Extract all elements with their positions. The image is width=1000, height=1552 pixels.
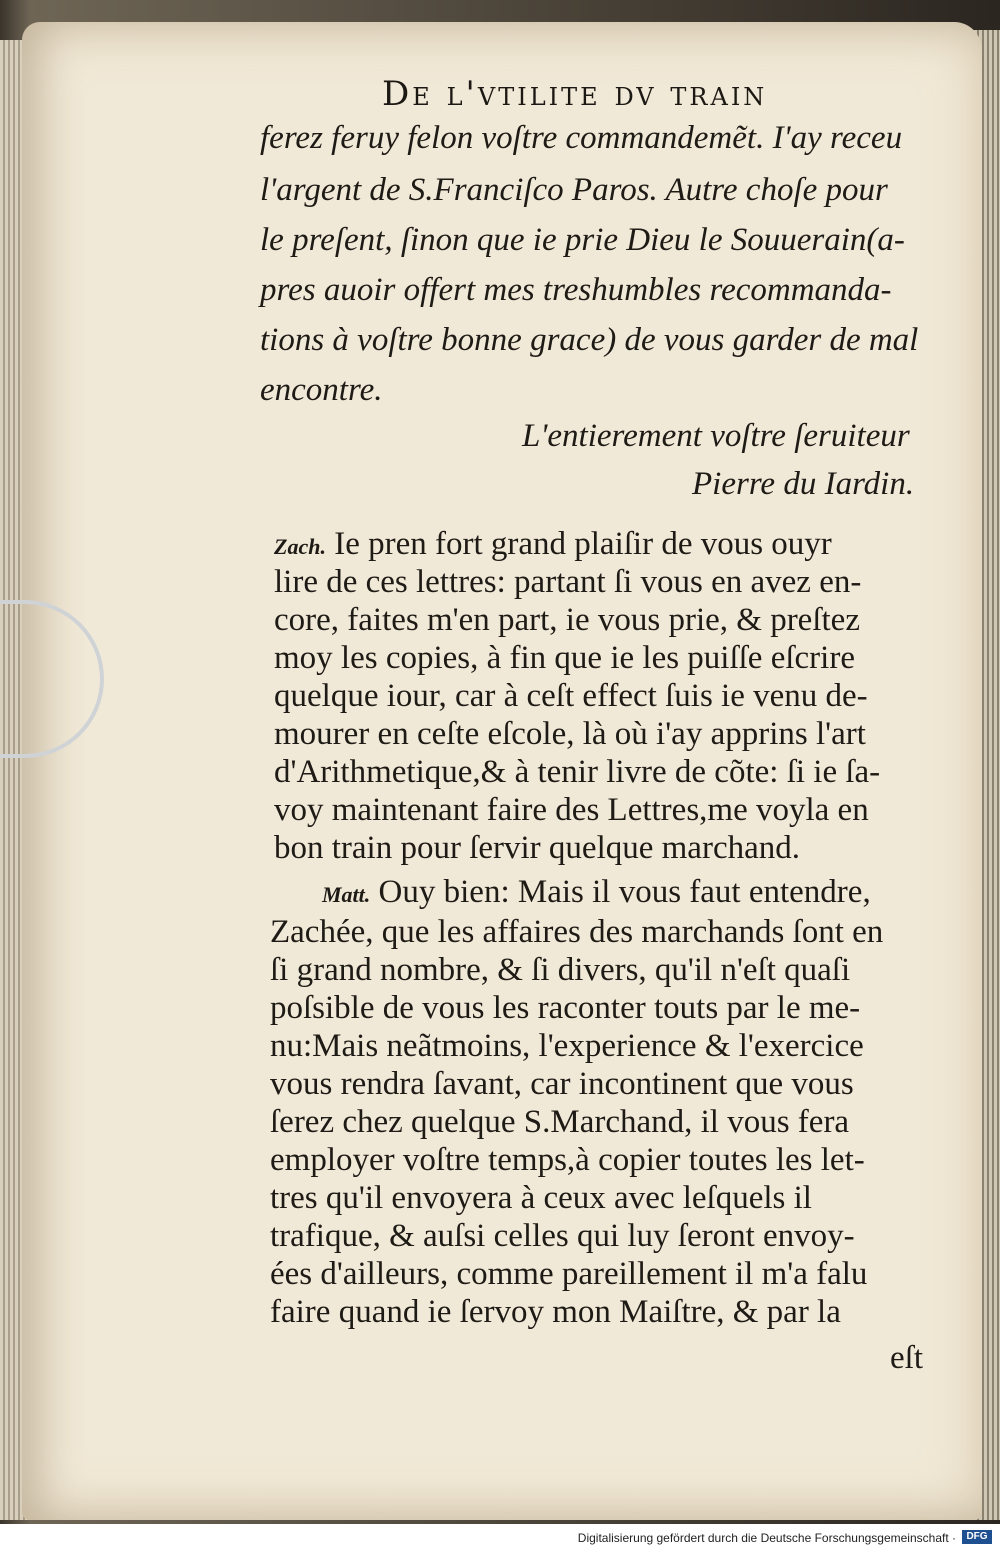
dialogue-line: Matt. Ouy bien: Mais il vous faut entendre, — [322, 874, 871, 910]
letter-signature: Pierre du Iardin. — [692, 466, 915, 502]
dialogue-line: faire quand ie ſervoy mon Maiſtre, & par la — [270, 1294, 841, 1330]
dialogue-line: employer voſtre temps,à copier toutes les let- — [270, 1142, 865, 1178]
dialogue-line: poſsible de vous les raconter touts par le me- — [270, 990, 861, 1026]
speaker-label: Matt. — [322, 882, 371, 907]
dialogue-line: d'Arithmetique,& à tenir livre de cõte: ſi ie ſa- — [274, 754, 881, 790]
dialogue-line: nu:Mais neãtmoins, l'experience & l'exercice — [270, 1028, 864, 1064]
dialogue-line: mourer en ceſte eſcole, là où i'ay apprins l'art — [274, 716, 866, 752]
letter-line: ferez feruy felon voſtre commandemẽt. I'ay receu — [260, 120, 903, 156]
letter-line: le preſent, ſinon que ie prie Dieu le Souuerain(a- — [260, 222, 905, 258]
dialogue-line: tres qu'il envoyera à ceux avec leſquels il — [270, 1180, 812, 1216]
dialogue-line: lire de ces lettres: partant ſi vous en avez en- — [274, 564, 862, 600]
dialogue-line: quelque iour, car à ceſt effect ſuis ie venu de- — [274, 678, 868, 714]
dfg-logo: DFG — [962, 1530, 992, 1544]
book-page — [22, 22, 982, 1520]
running-title: De l'vtilite dv train — [382, 74, 768, 114]
dialogue-line: ées d'ailleurs, comme pareillement il m'a falu — [270, 1256, 868, 1292]
footer-credit: Digitalisierung gefördert durch die Deutsche Forschungsgemeinschaft · — [577, 1531, 956, 1545]
dialogue-line: ſerez chez quelque S.Marchand, il vous fera — [270, 1104, 850, 1140]
letter-closing: L'entierement voſtre ſeruiteur — [522, 418, 910, 454]
dialogue-line: Zachée, que les affaires des marchands ſont en — [270, 914, 884, 950]
letter-line: pres auoir offert mes treshumbles recommanda- — [260, 272, 892, 308]
dialogue-line: vous rendra ſavant, car incontinent que vous — [270, 1066, 854, 1102]
catchword: eſt — [890, 1340, 923, 1376]
letter-line: l'argent de S.Franciſco Paros. Autre choſe pour — [260, 172, 888, 208]
dialogue-line: trafique, & auſsi celles qui luy ſeront envoy- — [270, 1218, 855, 1254]
dialogue-line: bon train pour ſervir quelque marchand. — [274, 830, 800, 866]
dialogue-line: Zach. Ie pren fort grand plaiſir de vous ouyr — [274, 526, 832, 562]
dialogue-line: core, faites m'en part, ie vous prie, & preſtez — [274, 602, 860, 638]
dialogue-line: ſi grand nombre, & ſi divers, qu'il n'eſt quaſi — [270, 952, 851, 988]
speaker-label: Zach. — [274, 534, 326, 559]
dialogue-line: voy maintenant faire des Lettres,me voyla en — [274, 792, 869, 828]
letter-line: tions à voſtre bonne grace) de vous garder de mal — [260, 322, 919, 358]
dialogue-line: moy les copies, à fin que ie les puiſſe eſcrire — [274, 640, 855, 676]
letter-line: encontre. — [260, 372, 383, 408]
